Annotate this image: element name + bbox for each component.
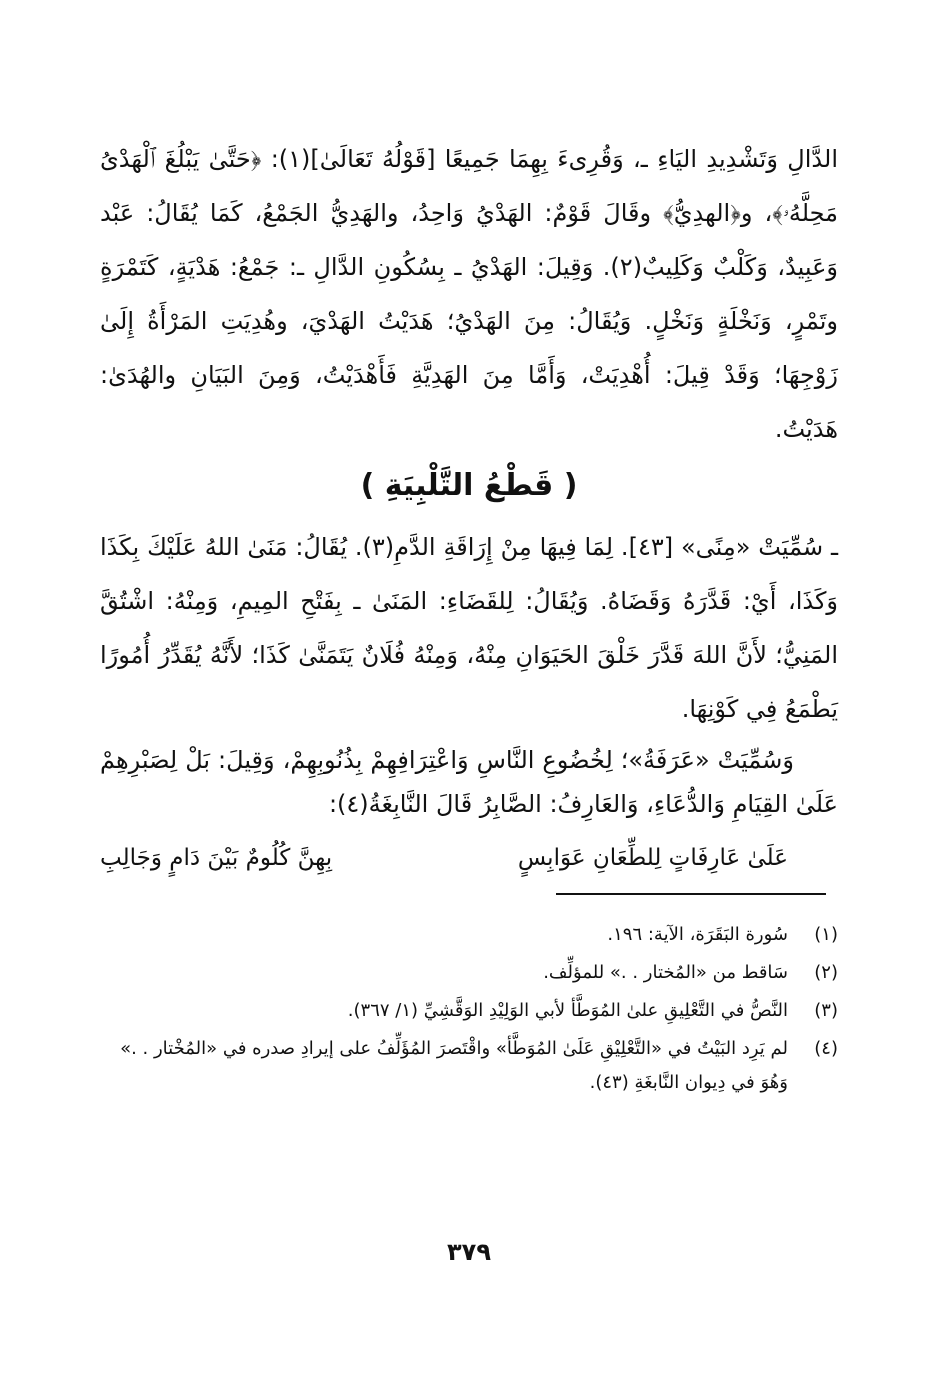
footnote-text: النَّصُّ في التَّعْلِيقِ علىٰ المُوَطَّأ لأبي الوَلِيْدِ الوَقَّشِيِّ (١/ ٣٦٧). [347,1000,788,1021]
footnote-item [100,994,838,1028]
footnote-number: (١) [814,924,838,945]
footnote-item [100,918,838,952]
footnote-number: (٣) [814,1000,838,1021]
section-paragraph-mina: ـ سُمِّيَتْ «مِنًى» [٤٣]. لِمَا فِيهَا مِنْ إِرَاقَةِ الدَّمِ(٣). يُقَالُ: مَنَىٰ اللهُ عَلَيْكَ بِكَذَا وَكَذَا، أَيْ: قَدَّرَهُ وَقَضَاهُ. وَيُقَالُ: لِلقَضَاءِ: المَنَىٰ ـ بِفَتْحِ المِيمِ، وَمِنْهُ: اشْتُقَّ المَنِيُّ؛ لأَنَّ اللهَ قَدَّرَ خَلْقَ الحَيَوَانِ مِنْهُ، وَمِنْهُ فُلَانٌ يَتَمَنَّىٰ كَذَا؛ لأَنَّهُ يُقَدِّرُ أُمُورًا يَطْمَعُ فِي كَوْنِهَا. [100,533,839,723]
verse-first-hemistich: عَلَىٰ عَارِفَاتٍ لِلطِّعَانِ عَوَابِسٍ [517,845,788,871]
footnote-item [100,1032,838,1100]
footnote-number: (٢) [814,962,838,983]
verse-second-hemistich: بِهِنَّ كُلُومٌ بَيْنَ دَامٍ وَجَالِبِ [100,845,333,871]
intro-paragraph: الدَّالِ وَتَشْدِيدِ اليَاءِ ـ، وَقُرِىءَ بِهِمَا جَمِيعًا [قَوْلُهُ تَعَالَىٰ](١): ﴿حَتَّىٰ يَبْلُغَ ٱلْهَدْىُ مَحِلَّهُۥ﴾، و﴿الهدِيُّ﴾ وقَالَ قَوْمٌ: الهَدْيُ وَاحِدُ، والهَدِيُّ الجَمْعُ، كَمَا يُقَالُ: عَبْد وَعَبِيدٌ، وَكَلْبٌ وَكَلِيبٌ(٢). وَقِيلَ: الهَدْيُ ـ بِسُكُونِ الدَّالِ ـ: جَمْعُ: هَدْيَةٍ، كَتَمْرَةٍ وتَمْرٍ، وَنَخْلَةٍ وَنَخْلٍ. وَيُقَالُ: مِنَ الهَدْيُ؛ هَدَيْتُ الهَدْيَ، وهُدِيَتِ المَرْأَةُ إِلَىٰ زَوْجِهَا؛ وَقَدْ قِيلَ: أُهْدِيَتْ، وَأَمَّا مِنَ الهَدِيَّةِ فَأَهْدَيْتُ، وَمِنَ البَيَانِ والهُدَىٰ: هَدَيْتُ. [100,145,839,443]
section-text-block [100,520,838,826]
section-paragraph-arafah: وَسُمِّيَتْ «عَرَفَةُ»؛ لِخُضُوعِ النَّاسِ وَاعْتِرَافِهِمْ بِذُنُوبِهِمْ، وَقِيلَ: بَلْ لِصَبْرِهِمْ عَلَىٰ القِيَامِ وَالدُّعَاءِ، وَالعَارِفُ: الصَّابِرُ قَالَ النَّابِغَةُ(٤): [100,746,838,818]
poetry-verse [100,838,788,878]
footnote-text: سُورة البَقَرَة، الآية: ١٩٦. [607,924,788,945]
intro-text-block [100,132,838,456]
page-number: ٣٧٩ [447,1238,491,1266]
footnote-text: سَاقط من «المُختار . .» للمؤلِّف. [543,962,788,983]
footnotes-list [100,918,838,1104]
footnote-text: لم يَرِد البَيْتُ في «التَّعْلِيْقِ عَلَىٰ المُوَطَّأ» واقْتَصرَ المُؤَلِّفُ على إيرادِ صدره في «المُخْتار . .» وَهُوَ في دِيوان النَّابغَةِ (٤٣). [120,1038,788,1093]
footnote-separator [556,893,826,895]
footnote-number: (٤) [814,1038,838,1059]
footnote-item [100,956,838,990]
section-heading: ( قَطْعُ التَّلْبِيَةِ ) [360,468,578,503]
